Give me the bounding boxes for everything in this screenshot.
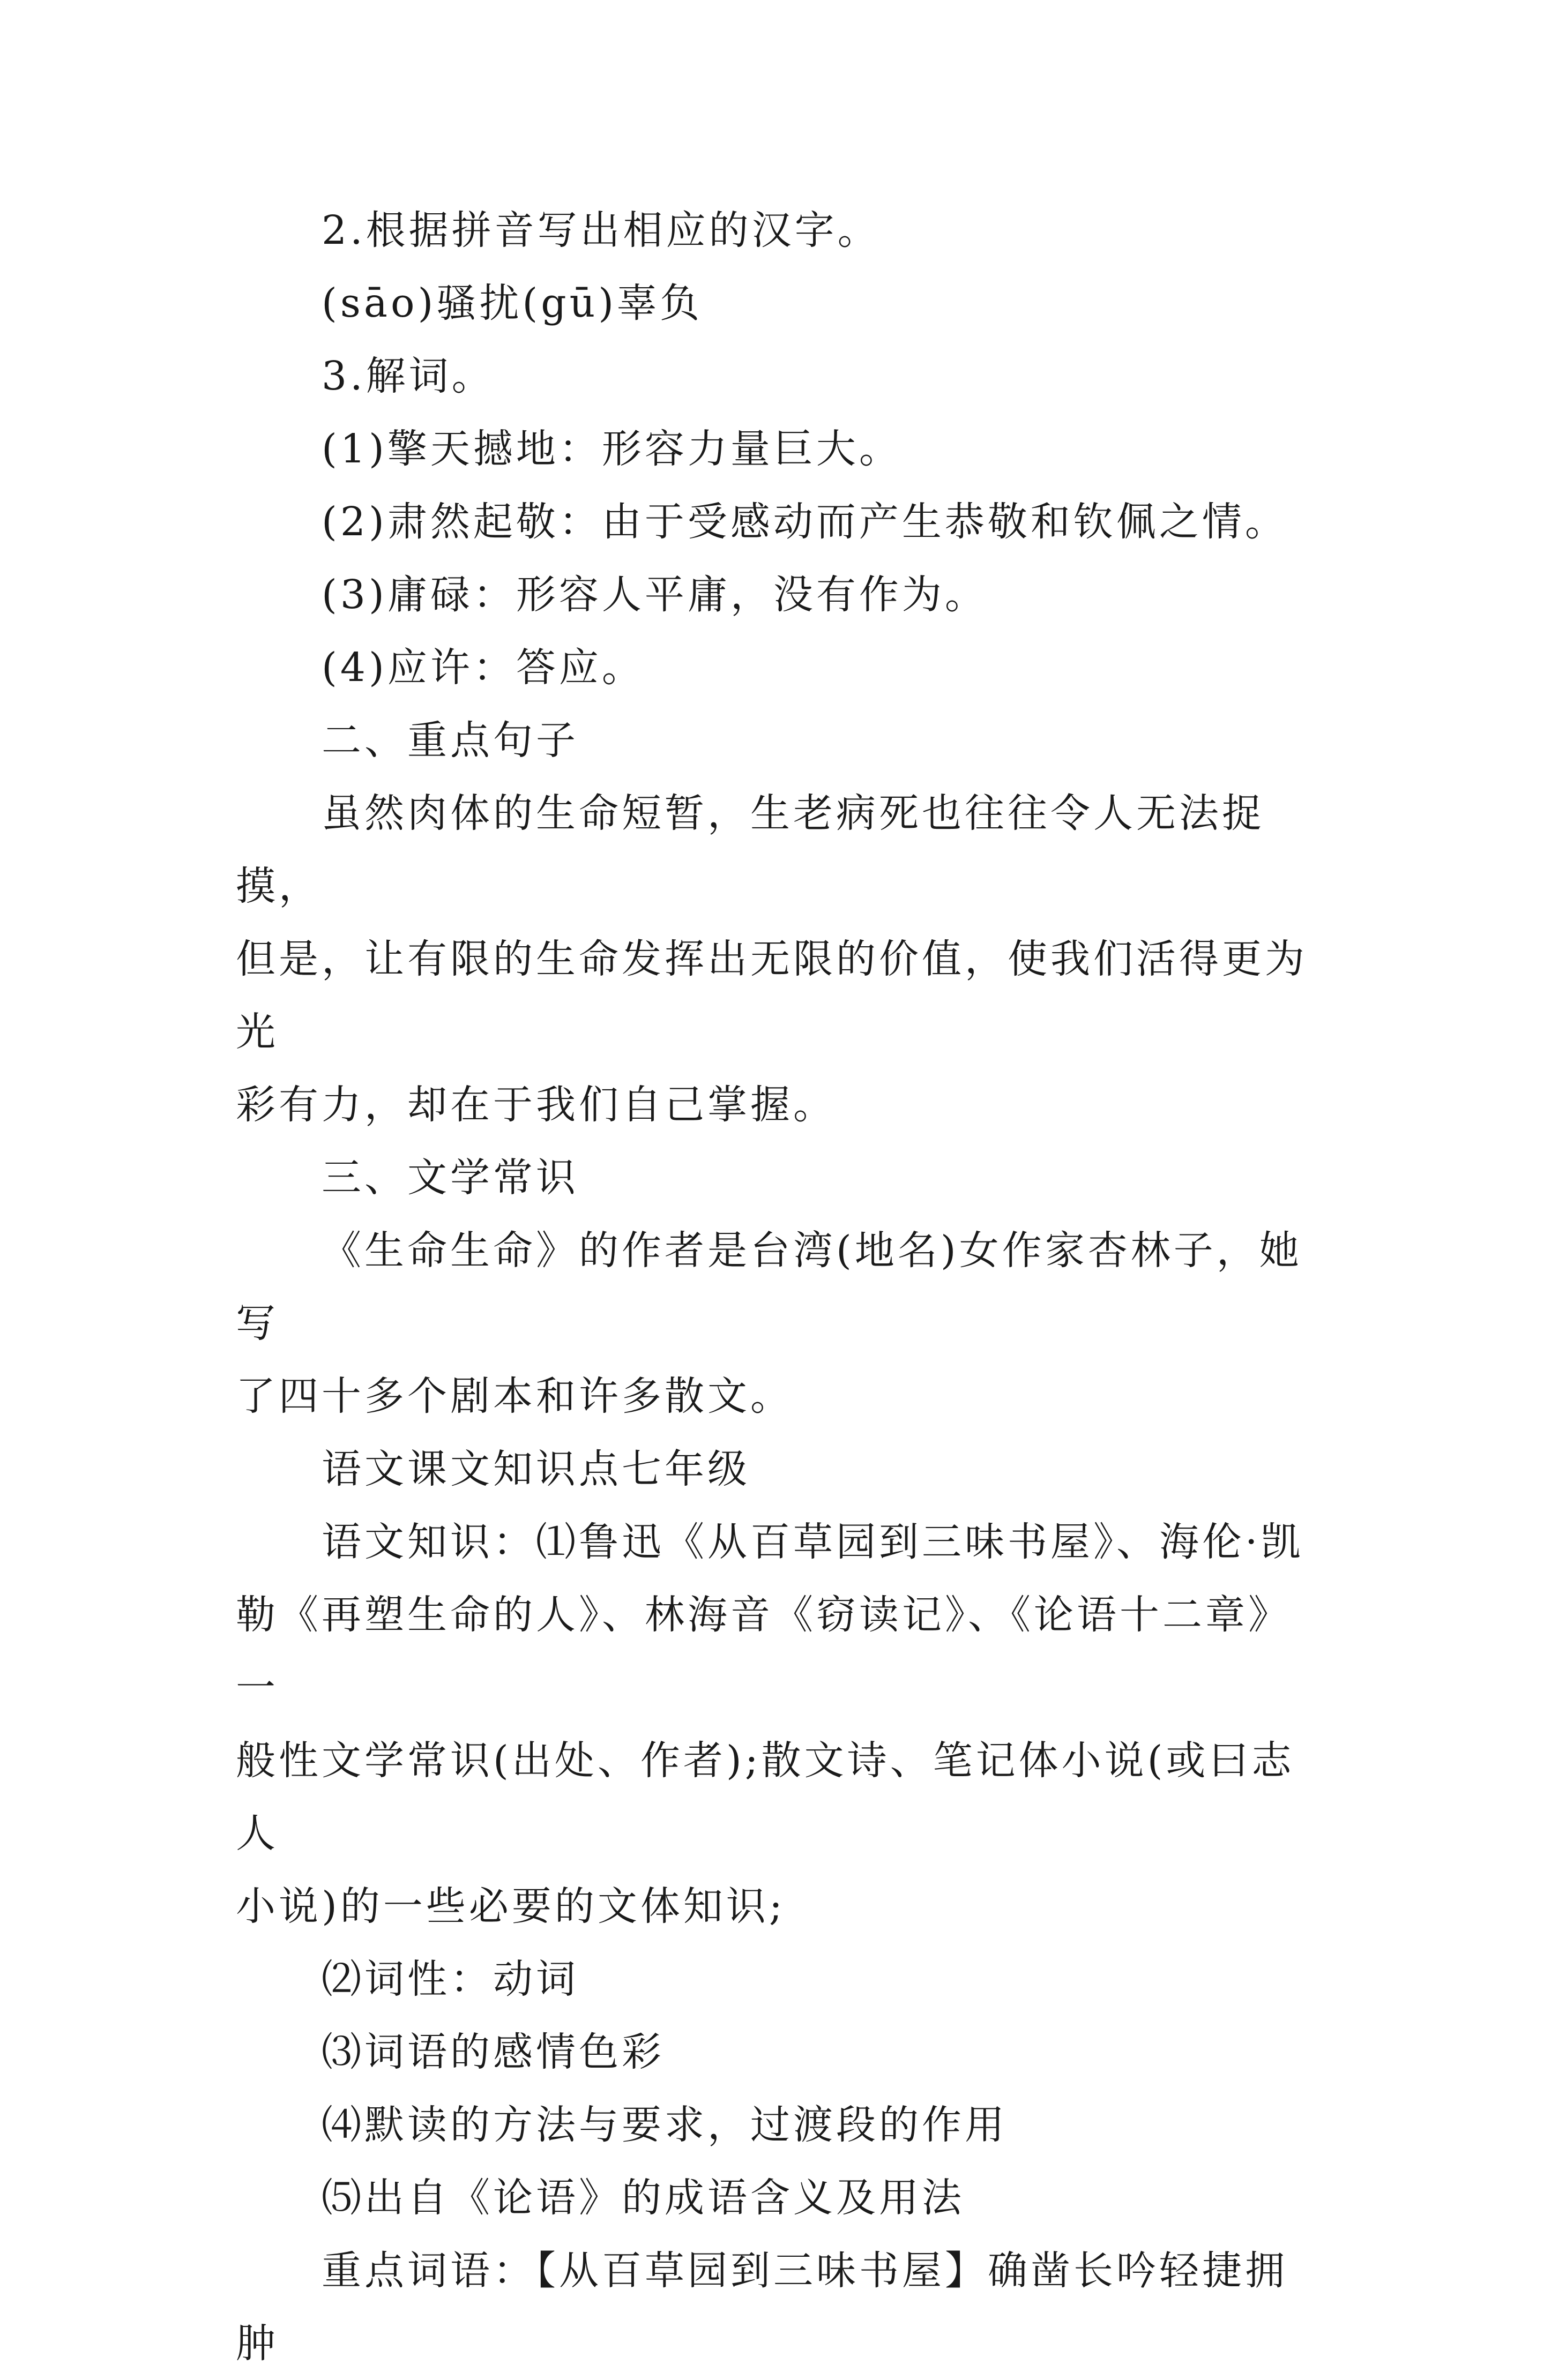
- list-item-analects-idioms: ⑸出自《论语》的成语含义及用法: [322, 2175, 965, 2221]
- paragraph-item-3: 3.解词。: [322, 353, 495, 399]
- key-vocabulary-line: 重点词语：【从百草园到三味书屋】确凿长吟轻捷拥肿: [236, 2248, 1288, 2367]
- definition-1: (1)擎天撼地：形容力量巨大。: [322, 426, 902, 472]
- key-sentence-paragraph: [236, 777, 1313, 1141]
- text-line: 彩有力，却在于我们自己掌握。: [236, 1082, 836, 1128]
- subtitle-grade-seven: 语文课文知识点七年级: [322, 1446, 750, 1492]
- text-line: 了四十多个剧本和许多散文。: [236, 1373, 793, 1419]
- list-item-part-of-speech: ⑵词性：动词: [322, 1956, 579, 2002]
- literary-knowledge-paragraph: [236, 1214, 1313, 1433]
- paragraph-item-2: 2.根据拼音写出相应的汉字。: [322, 207, 881, 253]
- text-line: 虽然肉体的生命短暂，生老病死也往往令人无法捉摸，: [236, 790, 1265, 909]
- section-heading-key-sentences: 二、重点句子: [322, 717, 579, 764]
- document-body: [236, 194, 1313, 2380]
- definition-3: (3)庸碌：形容人平庸，没有作为。: [322, 572, 988, 618]
- definition-4: (4)应许：答应。: [322, 645, 645, 691]
- paragraph-pinyin: (sāo)骚扰(gū)辜负: [322, 280, 703, 326]
- text-line: 般性文学常识(出处、作者);散文诗、笔记体小说(或曰志人: [236, 1738, 1295, 1857]
- list-item-word-emotion: ⑶词语的感情色彩: [322, 2029, 665, 2075]
- text-line: 勒《再塑生命的人》、林海音《窃读记》、《论语十二章》一: [236, 1592, 1291, 1711]
- definition-2: (2)肃然起敬：由于受感动而产生恭敬和钦佩之情。: [322, 499, 1288, 545]
- section-heading-literary-knowledge: 三、文学常识: [322, 1155, 579, 1201]
- text-line: 语文知识：⑴鲁迅《从百草园到三味书屋》、海伦·凯: [322, 1519, 1304, 1565]
- text-line: 小说)的一些必要的文体知识;: [236, 1883, 786, 1929]
- text-line: 但是，让有限的生命发挥出无限的价值，使我们活得更为光: [236, 936, 1308, 1055]
- list-item-silent-reading: ⑷默读的方法与要求，过渡段的作用: [322, 2102, 1008, 2148]
- chinese-knowledge-paragraph: [236, 1506, 1313, 1943]
- text-line: 《生命生命》的作者是台湾(地名)女作家杏林子，她写: [236, 1228, 1302, 1346]
